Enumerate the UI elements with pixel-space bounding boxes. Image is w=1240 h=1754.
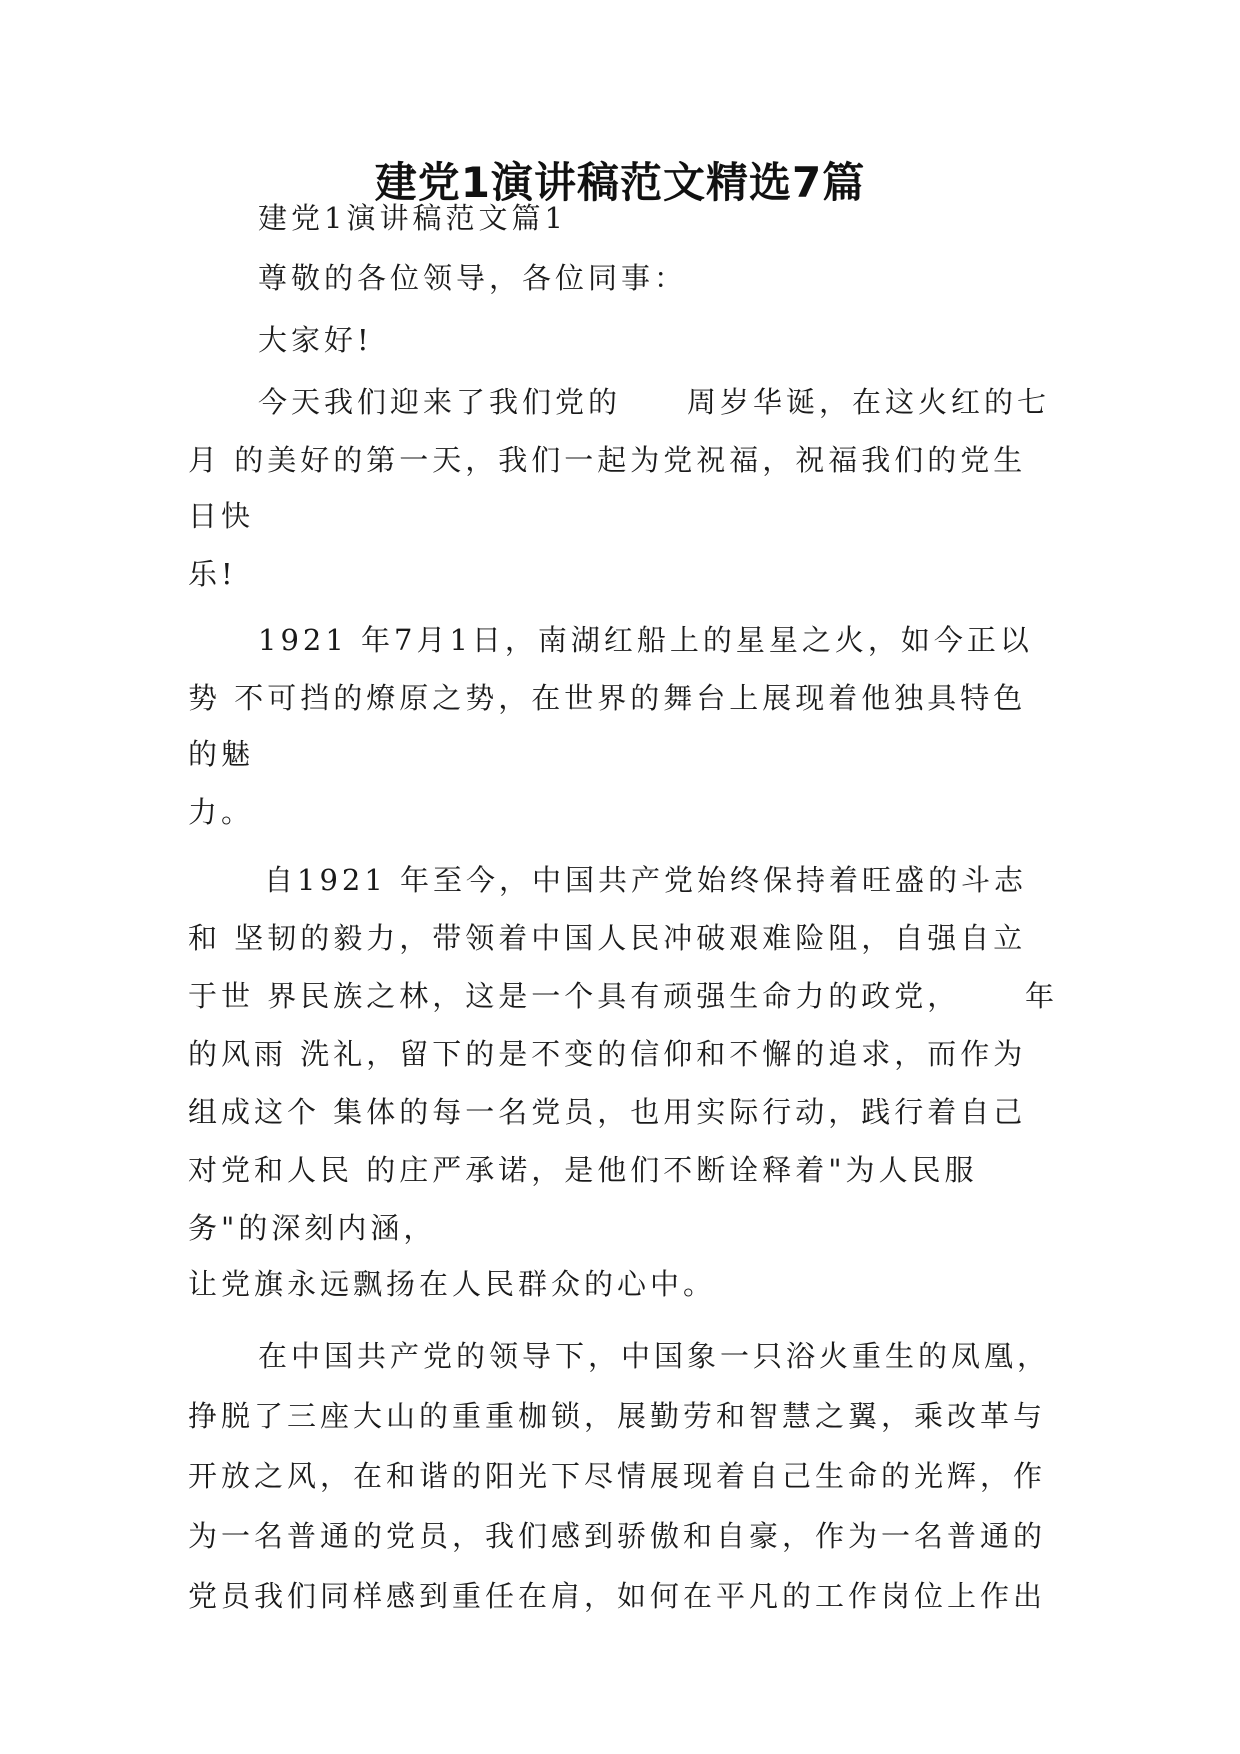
- paragraph-line: 对党和人民 的庄严承诺，是他们不断诠释着"为人民服: [188, 1153, 978, 1187]
- paragraph-line: 日快: [188, 499, 255, 533]
- paragraph-line: 务"的深刻内涵，: [188, 1211, 437, 1245]
- paragraph-line: 开放之风，在和谐的阳光下尽情展现着自己生命的光辉，作: [188, 1459, 1047, 1493]
- paragraph-line: 让党旗永远飘扬在人民群众的心中。: [188, 1267, 717, 1301]
- paragraph-line: 的风雨 洗礼，留下的是不变的信仰和不懈的追求，而作为: [188, 1037, 1027, 1071]
- salutation: 尊敬的各位领导，各位同事：: [258, 261, 688, 295]
- paragraph-line: 自1921 年至今，中国共产党始终保持着旺盛的斗志: [264, 863, 1028, 897]
- paragraph-line: 为一名普通的党员，我们感到骄傲和自豪，作为一名普通的: [188, 1519, 1047, 1553]
- paragraph-line: 今天我们迎来了我们党的 周岁华诞，在这火红的七: [258, 385, 1051, 419]
- greeting: 大家好!: [258, 323, 373, 357]
- section-heading: 建党1演讲稿范文篇1: [258, 201, 567, 235]
- paragraph-line: 挣脱了三座大山的重重枷锁，展勤劳和智慧之翼，乘改革与: [188, 1399, 1047, 1433]
- paragraph-line: 1921 年7月1日，南湖红船上的星星之火，如今正以: [258, 623, 1033, 657]
- paragraph-line: 势 不可挡的燎原之势，在世界的舞台上展现着他独具特色: [188, 681, 1027, 715]
- paragraph-line: 的魅: [188, 737, 255, 771]
- paragraph-line: 乐!: [188, 557, 237, 591]
- paragraph-line: 在中国共产党的领导下，中国象一只浴火重生的凤凰，: [258, 1339, 1051, 1373]
- paragraph-line: 和 坚韧的毅力，带领着中国人民冲破艰难险阻，自强自立: [188, 921, 1027, 955]
- document-title: 建党1演讲稿范文精选7篇: [374, 158, 866, 207]
- paragraph-line: 月 的美好的第一天，我们一起为党祝福，祝福我们的党生: [188, 443, 1027, 477]
- paragraph-line: 组成这个 集体的每一名党员，也用实际行动，践行着自己: [188, 1095, 1027, 1129]
- paragraph-line: 党员我们同样感到重任在肩，如何在平凡的工作岗位上作出: [188, 1579, 1047, 1613]
- paragraph-line: 力。: [188, 795, 255, 829]
- paragraph-line: 于世 界民族之林，这是一个具有顽强生命力的政党， 年: [188, 979, 1058, 1013]
